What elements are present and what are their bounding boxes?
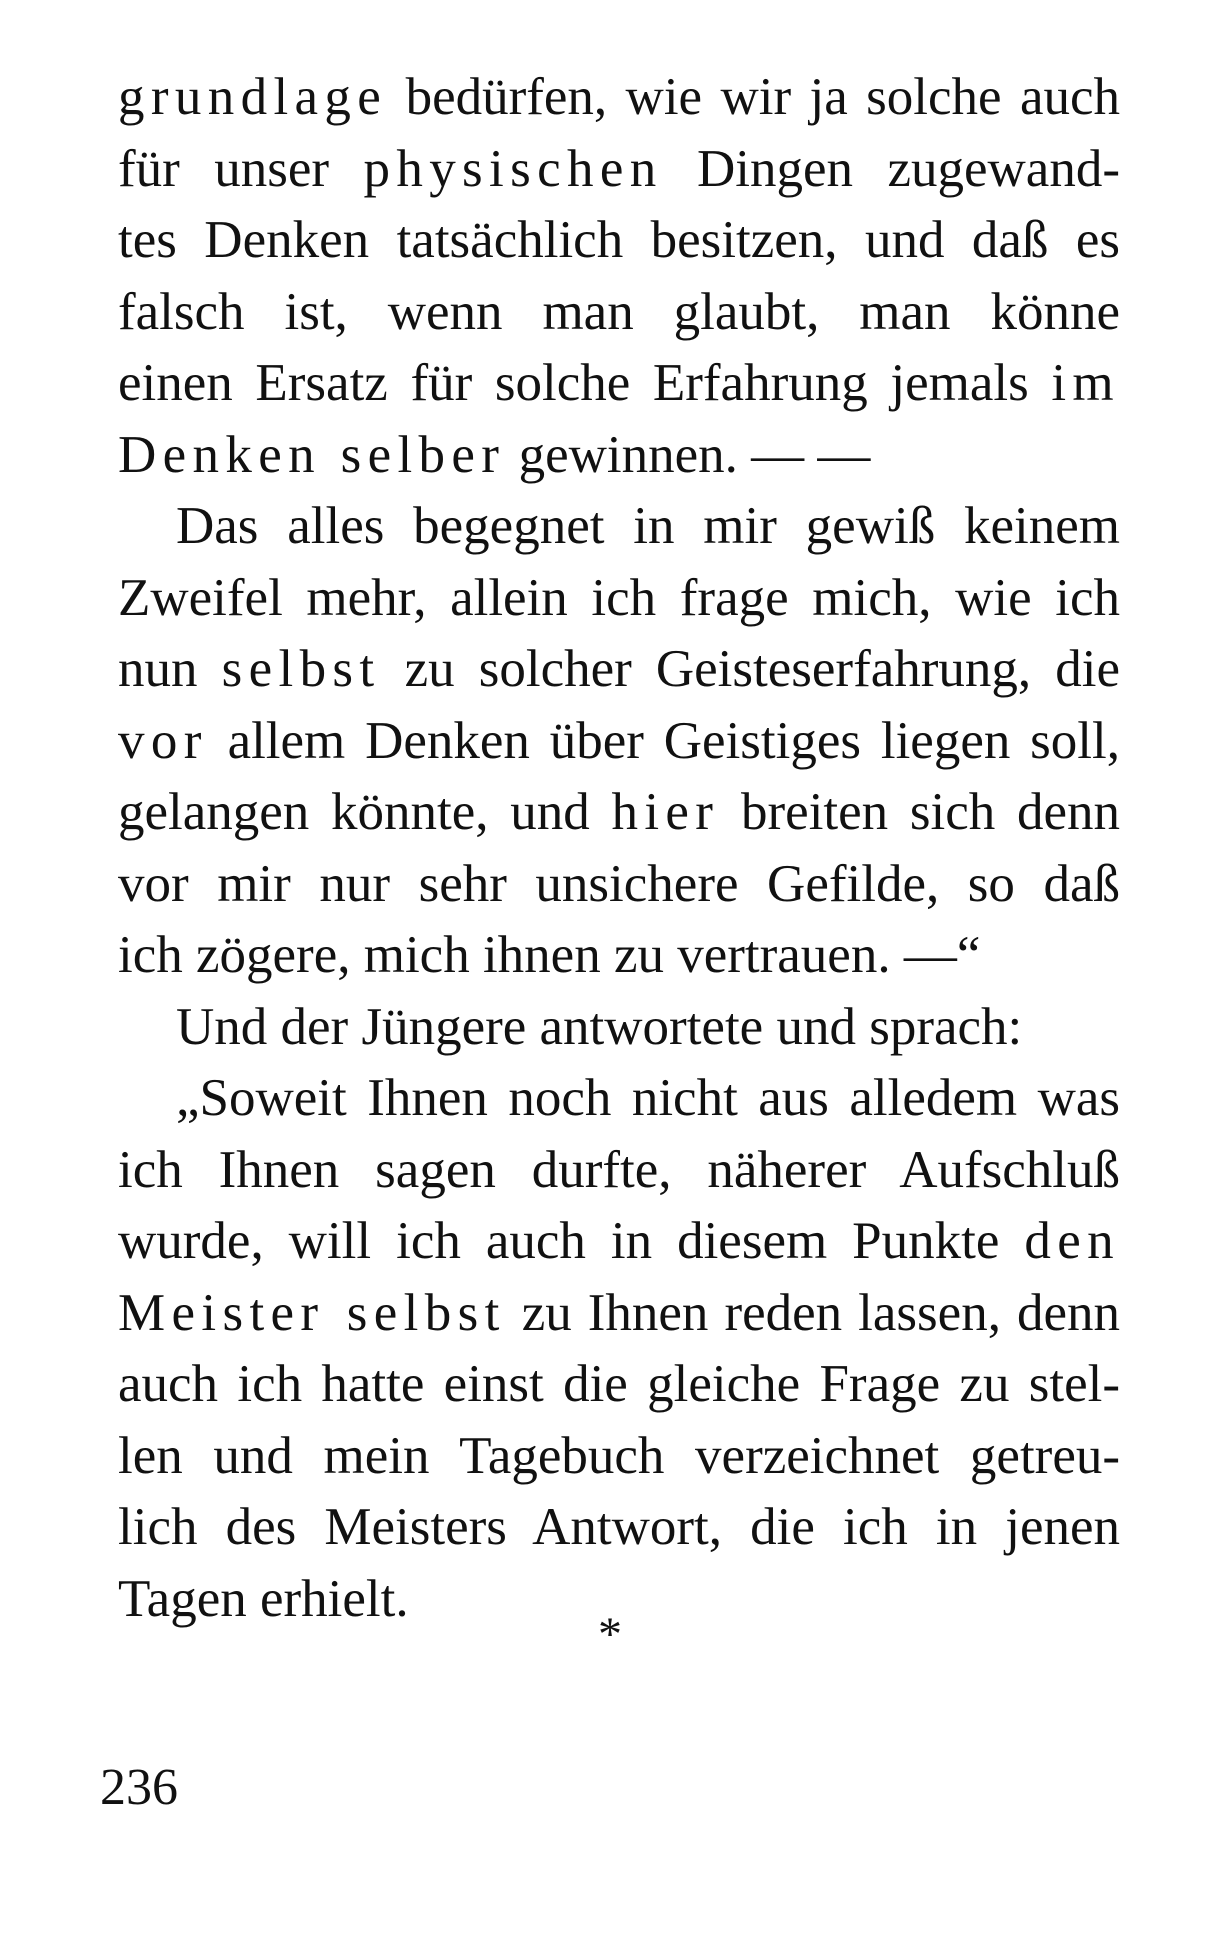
text-line [118,348,1120,420]
text-run: ich zögere, mich ihnen zu vertrauen. —“ [118,926,981,984]
text-run: wurde, will ich auch in diesem Punkte [118,1212,1025,1270]
text-run: vor mir nur sehr unsichere Gefilde, so daß [118,854,1120,913]
emphasized-text: Denken selber [118,425,506,484]
text-run: allem Denken über Geistiges liegen soll, [207,711,1120,770]
emphasized-text: physischen [363,139,663,198]
emphasized-text: im [1051,354,1120,412]
text-line [118,992,1120,1064]
text-line [118,1421,1120,1493]
text-line [118,420,1120,492]
emphasized-text: Meister selbst [118,1283,506,1342]
emphasized-text: den [1024,1212,1120,1270]
text-run: zu solcher Geisteserfahrung, die [380,640,1121,698]
text-line [118,563,1120,635]
text-run: falsch ist, wenn man glaubt, man könne [118,282,1120,341]
page-number: 236 [100,1759,178,1816]
text-line [118,849,1120,921]
text-run: breiten sich denn [719,783,1120,841]
text-run: nun [118,640,222,698]
text-line [118,1349,1120,1421]
text-line [118,920,1120,992]
text-line [118,706,1120,778]
text-line [118,1492,1120,1564]
text-line [118,205,1120,277]
text-line [118,777,1120,849]
text-run: „Soweit Ihnen noch nicht aus alledem was [176,1069,1120,1127]
text-line [118,1063,1120,1135]
text-run: len und mein Tagebuch verzeichnet getreu- [118,1426,1120,1485]
text-run: bedürfen, wie wir ja solche auch [387,68,1120,126]
text-run: auch ich hatte einst die gleiche Frage zu stel- [118,1355,1120,1413]
emphasized-text: grundlage [118,68,388,126]
body-text [118,62,1120,1635]
text-line [118,62,1120,134]
text-run: lich des Meisters Antwort, die ich in jenen [118,1498,1120,1556]
text-run: Tagen erhielt. [118,1569,409,1628]
text-run: ich Ihnen sagen durfte, näherer Aufschluß [118,1140,1120,1199]
text-run: Dingen zugewand- [662,139,1120,198]
text-run: tes Denken tatsächlich besitzen, und daß es [118,211,1120,269]
emphasized-text: hier [611,783,720,841]
text-run: gewinnen. — — [505,425,871,484]
text-line [118,1135,1120,1207]
emphasized-text: selbst [221,640,381,698]
text-run: Zweifel mehr, allein ich frage mich, wie ich [118,568,1120,627]
text-run: zu Ihnen reden lassen, denn [505,1283,1120,1342]
text-run: Und der Jüngere antwortete und sprach: [176,997,1023,1056]
emphasized-text: vor [118,711,208,770]
section-separator: * [598,1608,622,1661]
text-line [118,634,1120,706]
text-line [118,134,1120,206]
text-line [118,277,1120,349]
text-line [118,1206,1120,1278]
text-run: gelangen könnte, und [118,783,612,841]
text-line [118,491,1120,563]
text-line [118,1278,1120,1350]
text-run: für unser [118,139,364,198]
text-run: Das alles begegnet in mir gewiß keinem [176,497,1120,555]
text-run: einen Ersatz für solche Erfahrung jemals [118,354,1052,412]
